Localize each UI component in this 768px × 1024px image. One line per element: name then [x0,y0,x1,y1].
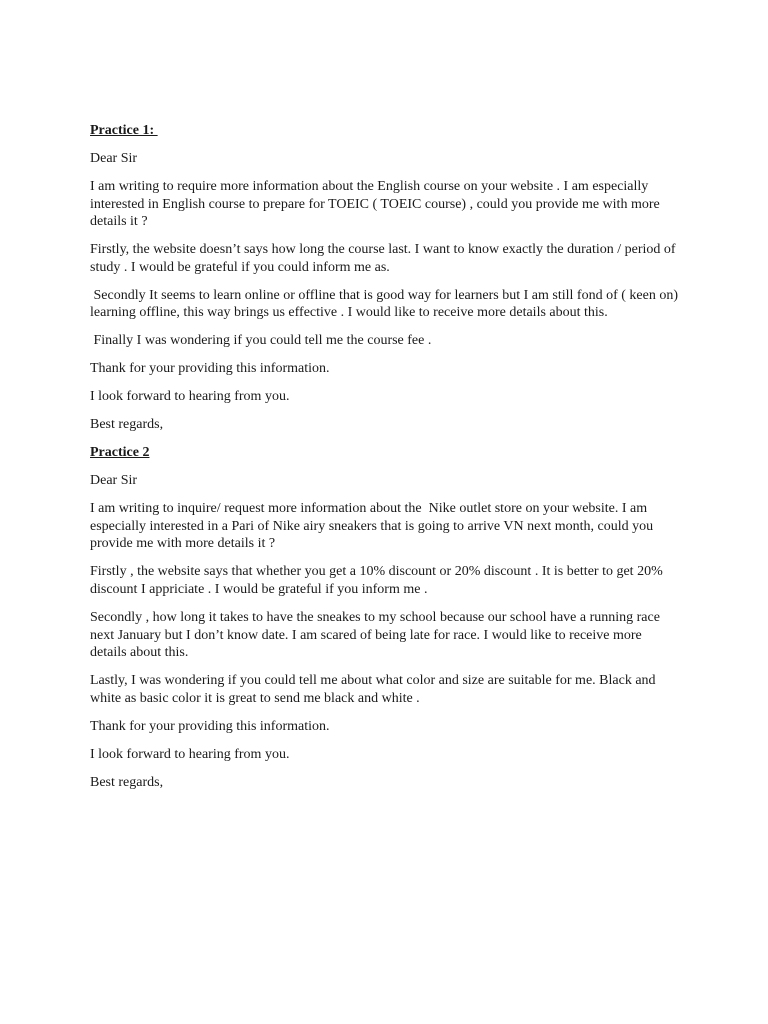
practice-2-thanks: Thank for your providing this information. [90,718,330,734]
practice-1-look-forward: I look forward to hearing from you. [90,389,290,405]
practice-2-section [90,444,680,791]
practice-1-final-paragraph: Finally I was wondering if you could tell me the course fee . [90,333,432,349]
practice-1-thanks: Thank for your providing this information. [90,361,330,377]
practice-1-heading: Practice 1: [90,123,158,138]
practice-2-intro-paragraph: I am writing to inquire/ request more information about the Nike outlet store on your website. I am especially interested in a Pari of Nike airy sneakers that is going to arrive VN next month, could you provide me with more details it ? [90,501,657,552]
practice-1-section [90,122,680,434]
practice-2-look-forward: I look forward to hearing from you. [90,746,290,762]
practice-2-heading: Practice 2 [90,445,150,461]
practice-1-closing: Best regards, [90,417,164,433]
practice-1-intro-paragraph: I am writing to require more information about the English course on your website . I am especially interested in English course to prepare for TOEIC ( TOEIC course) , could you provide me with more details it ? [90,178,664,230]
practice-1-first-paragraph: Firstly, the website doesn’t says how long the course last. I want to know exactly the duration / period of study . I would be grateful if you could inform me as. [90,242,680,275]
practice-1-second-paragraph: Secondly It seems to learn online or offline that is good way for learners but I am still fond of ( keen on) learning offline, this way brings us effective . I would like to receive more details about this. [90,287,682,321]
practice-2-first-paragraph: Firstly , the website says that whether you get a 10% discount or 20% discount . It is better to get 20% discount I appriciate . I would be grateful if you inform me . [90,564,667,597]
document-page [90,122,680,802]
practice-2-second-paragraph: Secondly , how long it takes to have the sneakes to my school because our school have a running race next January but I don’t know date. I am scared of being late for race. I would like to receive more details about this. [90,609,664,661]
practice-2-last-paragraph: Lastly, I was wondering if you could tell me about what color and size are suitable for me. Black and white as basic color it is great to send me black and white . [90,673,660,706]
practice-2-closing: Best regards, [90,774,164,790]
practice-1-salutation: Dear Sir [90,150,138,166]
practice-2-salutation: Dear Sir [90,473,138,489]
